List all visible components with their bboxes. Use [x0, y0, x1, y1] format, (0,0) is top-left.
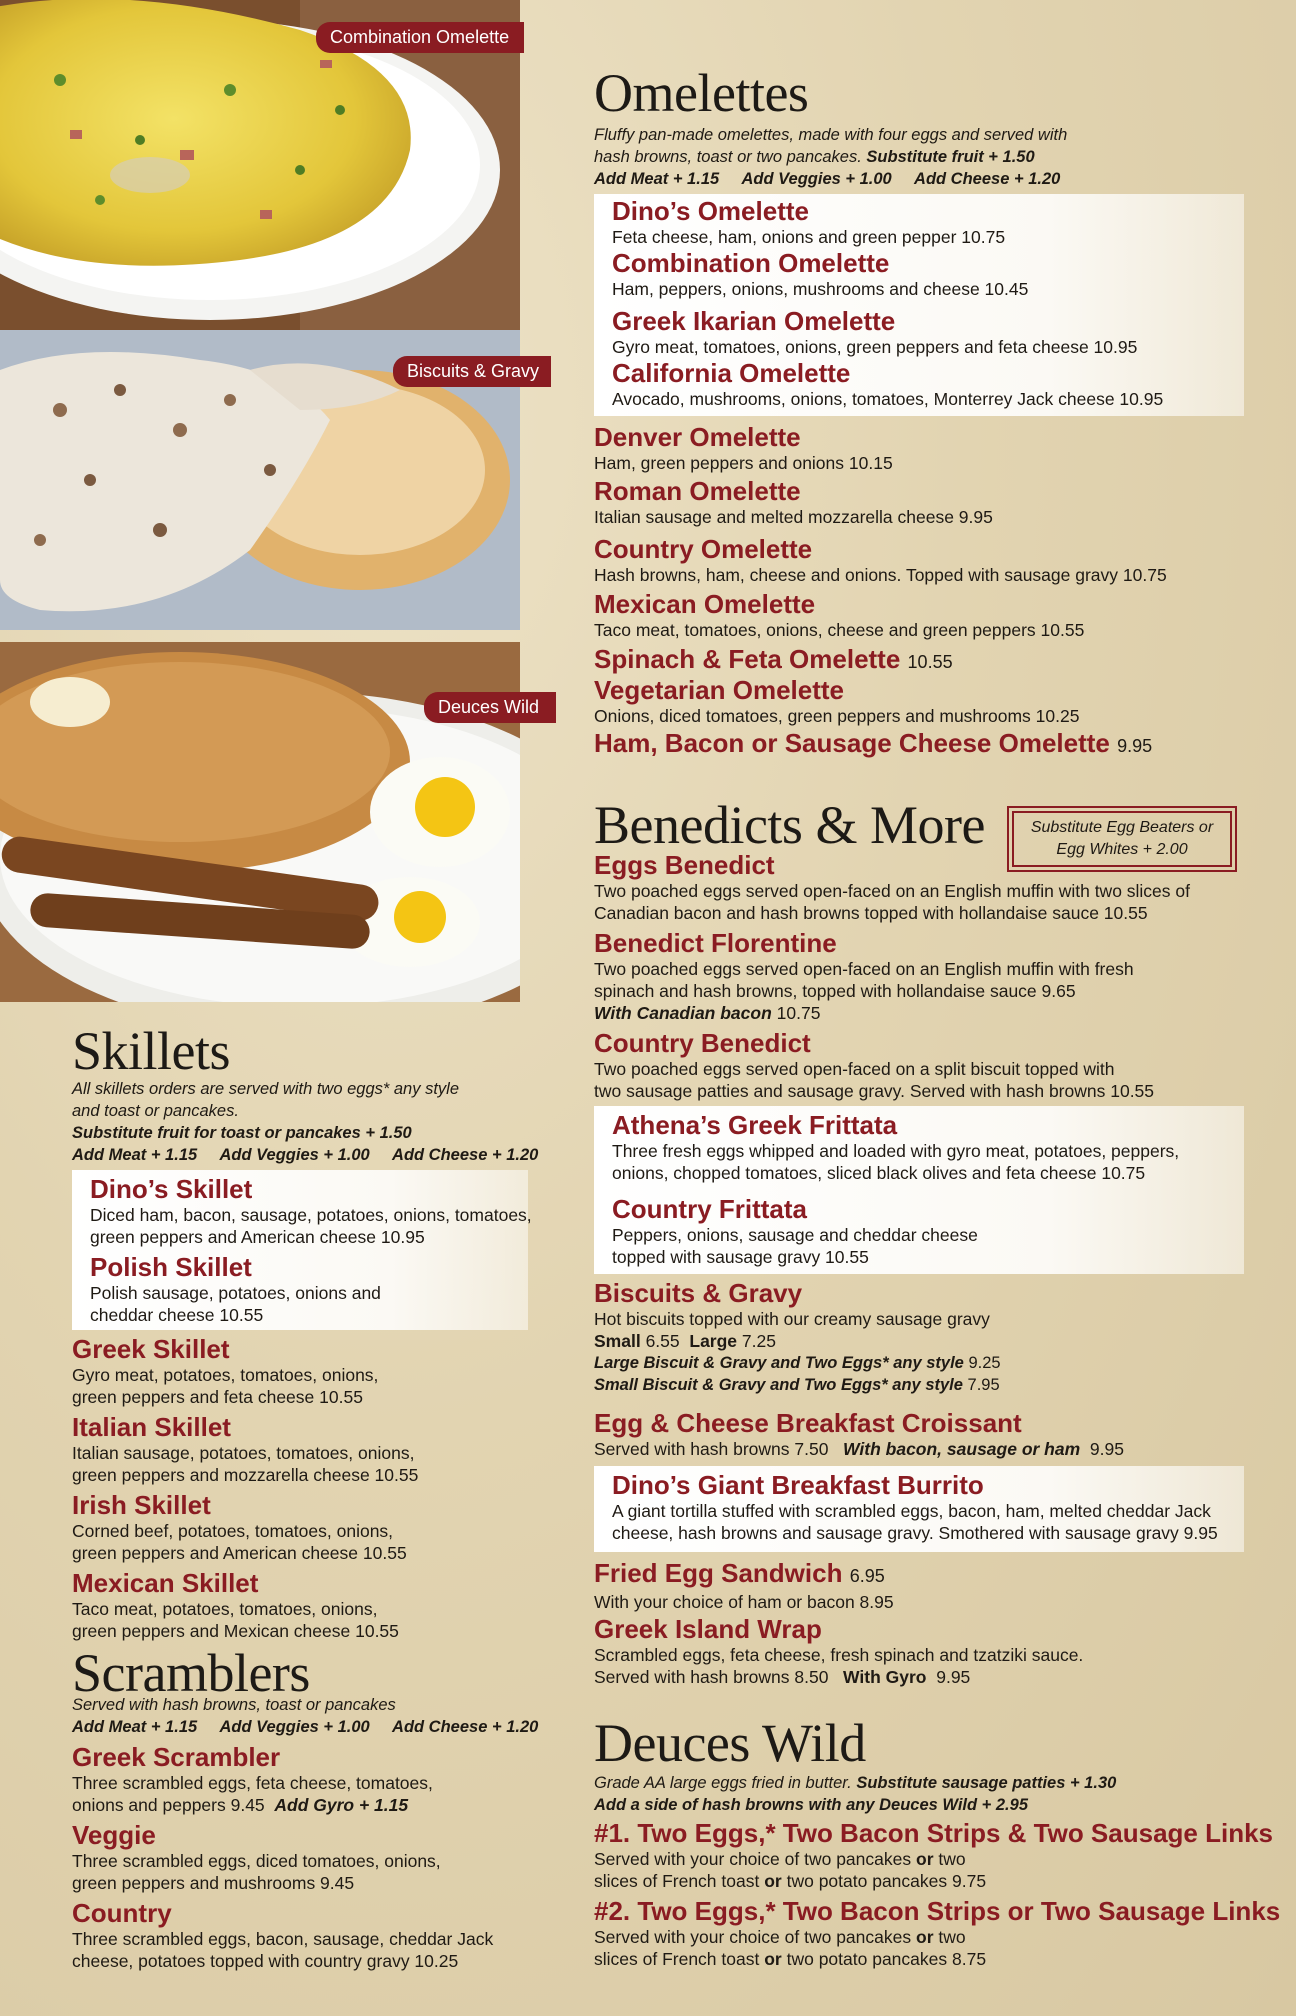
menu-item-dinos-omelette: Dino’s Omelette Feta cheese, ham, onions and green pepper 10.75: [612, 196, 1006, 247]
menu-item-deuces-2: #2. Two Eggs,* Two Bacon Strips or Two Sausage Links Served with your choice of two pancakes or two slices of French toast or two potato pancakes 8.75: [594, 1896, 1281, 1969]
menu-item-country-benedict: Country Benedict Two poached eggs served open-faced on a split biscuit topped with two sausage patties and sausage gravy. Served with hash browns 10.55: [594, 1028, 1155, 1101]
scramblers-intro: Served with hash browns, toast or pancakes Add Meat + 1.15 Add Veggies + 1.00 Add Cheese + 1.20: [72, 1696, 539, 1736]
menu-item-mexican-omelette: Mexican Omelette Taco meat, tomatoes, onions, cheese and green peppers 10.55: [594, 589, 1085, 640]
menu-item-greek-scrambler: Greek Scrambler Three scrambled eggs, feta cheese, tomatoes, onions and peppers 9.45 Add Gyro + 1.15: [72, 1742, 433, 1815]
menu-item-greek-ikarian-omelette: Greek Ikarian Omelette Gyro meat, tomatoes, onions, green peppers and feta cheese 10.95: [612, 306, 1138, 357]
menu-item-vegetarian-omelette: Vegetarian Omelette Onions, diced tomatoes, green peppers and mushrooms 10.25: [594, 675, 1080, 726]
menu-item-spinach-feta-omelette: Spinach & Feta Omelette 10.55: [594, 644, 953, 674]
menu-item-benedict-florentine: Benedict Florentine Two poached eggs served open-faced on an English muffin with fresh spinach and hash browns, topped with hollandaise sauce 9.65 With Canadian bacon 10.75: [594, 928, 1134, 1023]
menu-item-greek-skillet: Greek Skillet Gyro meat, potatoes, tomatoes, onions, green peppers and feta cheese 10.55: [72, 1334, 379, 1407]
menu-item-country-scrambler: Country Three scrambled eggs, bacon, sausage, cheddar Jack cheese, potatoes topped with country gravy 10.25: [72, 1898, 494, 1971]
menu-item-veggie-scrambler: Veggie Three scrambled eggs, diced tomatoes, onions, green peppers and mushrooms 9.45: [72, 1820, 441, 1893]
skillets-intro: All skillets orders are served with two eggs* any style and toast or pancakes. Substitute fruit for toast or pancakes + 1.50 Add Meat + 1.15 Add Veggies + 1.00 Add Cheese + 1.20: [72, 1080, 539, 1164]
menu-item-ham-bacon-sausage-omelette: Ham, Bacon or Sausage Cheese Omelette 9.95: [594, 728, 1153, 758]
egg-beaters-note: Substitute Egg Beaters or Egg Whites + 2.00: [1012, 811, 1232, 867]
scramblers-title: Scramblers: [72, 1643, 310, 1703]
menu-item-deuces-1: #1. Two Eggs,* Two Bacon Strips & Two Sausage Links Served with your choice of two pancakes or two slices of French toast or two potato pancakes 9.75: [594, 1818, 1274, 1891]
menu-item-fried-egg-sandwich: Fried Egg Sandwich 6.95 With your choice of ham or bacon 8.95: [594, 1558, 894, 1612]
biscuits-gravy-tag: Biscuits & Gravy: [393, 356, 551, 387]
menu-item-country-omelette: Country Omelette Hash browns, ham, cheese and onions. Topped with sausage gravy 10.75: [594, 534, 1167, 585]
deuces-intro: Grade AA large eggs fried in butter. Substitute sausage patties + 1.30 Add a side of hash browns with any Deuces Wild + 2.95: [594, 1774, 1117, 1814]
menu-item-combination-omelette: Combination Omelette Ham, peppers, onions, mushrooms and cheese 10.45: [612, 248, 1029, 299]
menu-item-dinos-skillet: Dino’s Skillet Diced ham, bacon, sausage, potatoes, onions, tomatoes, green peppers and American cheese 10.95: [90, 1174, 532, 1247]
menu-item-athenas-greek-frittata: Athena’s Greek Frittata Three fresh eggs whipped and loaded with gyro meat, potatoes, peppers, onions, chopped tomatoes, sliced black olives and feta cheese 10.75: [612, 1110, 1180, 1183]
deuces-title: Deuces Wild: [594, 1713, 866, 1773]
menu-item-biscuits-gravy: Biscuits & Gravy Hot biscuits topped with our creamy sausage gravy Small 6.55 Large 7.25 Large Biscuit & Gravy and Two Eggs* any style 9.25 Small Biscuit & Gravy and Two Eggs* any style 7.95: [594, 1278, 1001, 1394]
combination-omelette-tag: Combination Omelette: [316, 22, 524, 53]
omelettes-intro: Fluffy pan-made omelettes, made with four eggs and served with hash browns, toast or two pancakes. Substitute fruit + 1.50 Add Meat + 1.15 Add Veggies + 1.00 Add Cheese + 1.20: [594, 126, 1068, 188]
menu-item-mexican-skillet: Mexican Skillet Taco meat, potatoes, tomatoes, onions, green peppers and Mexican cheese 10.55: [72, 1568, 399, 1641]
menu-item-egg-cheese-croissant: Egg & Cheese Breakfast Croissant Served with hash browns 7.50 With bacon, sausage or ham 9.95: [594, 1408, 1124, 1459]
menu-item-country-frittata: Country Frittata Peppers, onions, sausage and cheddar cheese topped with sausage gravy 10.55: [612, 1194, 978, 1267]
menu-item-eggs-benedict: Eggs Benedict Two poached eggs served open-faced on an English muffin with two slices of Canadian bacon and hash browns topped with hollandaise sauce 10.55: [594, 850, 1190, 923]
benedicts-title: Benedicts & More: [594, 795, 985, 855]
menu-item-california-omelette: California Omelette Avocado, mushrooms, onions, tomatoes, Monterrey Jack cheese 10.95: [612, 358, 1164, 409]
menu-item-irish-skillet: Irish Skillet Corned beef, potatoes, tomatoes, onions, green peppers and American cheese 10.55: [72, 1490, 407, 1563]
menu-item-greek-island-wrap: Greek Island Wrap Scrambled eggs, feta cheese, fresh spinach and tzatziki sauce. Served with hash browns 8.50 With Gyro 9.95: [594, 1614, 1084, 1687]
deuces-wild-tag: Deuces Wild: [424, 692, 556, 723]
omelettes-title: Omelettes: [594, 63, 809, 123]
menu-item-italian-skillet: Italian Skillet Italian sausage, potatoes, tomatoes, onions, green peppers and mozzarella cheese 10.55: [72, 1412, 419, 1485]
menu-item-denver-omelette: Denver Omelette Ham, green peppers and onions 10.15: [594, 422, 893, 473]
skillets-title: Skillets: [72, 1021, 231, 1081]
menu-item-dinos-breakfast-burrito: Dino’s Giant Breakfast Burrito A giant tortilla stuffed with scrambled eggs, bacon, ham, melted cheddar Jack cheese, hash browns and sausage gravy. Smothered with sausage gravy 9.95: [612, 1470, 1218, 1543]
menu-item-polish-skillet: Polish Skillet Polish sausage, potatoes, onions and cheddar cheese 10.55: [90, 1252, 381, 1325]
menu-item-roman-omelette: Roman Omelette Italian sausage and melted mozzarella cheese 9.95: [594, 476, 993, 527]
